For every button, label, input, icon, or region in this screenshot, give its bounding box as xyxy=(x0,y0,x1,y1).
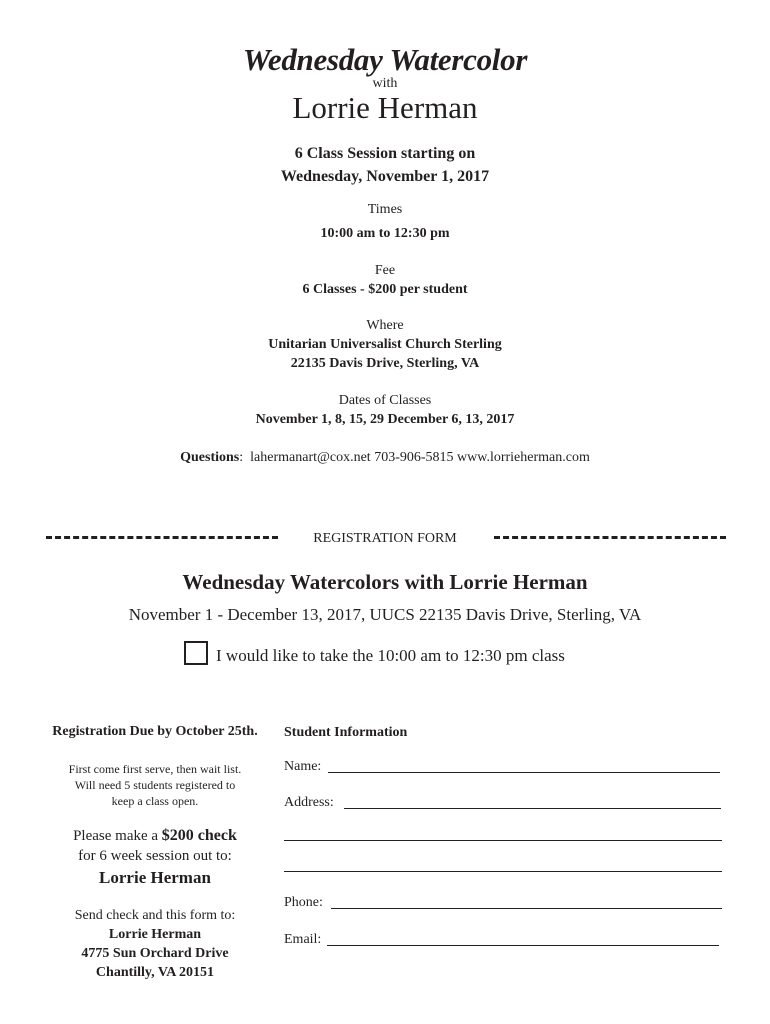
form-subtitle: November 1 - December 13, 2017, UUCS 22135 Davis Drive, Sterling, VA xyxy=(128,605,642,624)
divider-right xyxy=(494,536,726,539)
note-line-2: Will need 5 students registered to xyxy=(74,778,236,792)
fee-label: Fee xyxy=(374,263,396,278)
pay-amount: $200 check xyxy=(161,827,237,844)
address-field[interactable] xyxy=(344,808,721,809)
address-field-line-2[interactable] xyxy=(284,840,722,841)
flyer-title: Wednesday Watercolor xyxy=(242,42,528,77)
payment-note xyxy=(40,826,270,866)
note-line-1: First come first serve, then wait list. xyxy=(68,762,242,776)
questions-line: Questions: lahermanart@cox.net 703-906-5815 www.lorrieherman.com xyxy=(180,450,590,465)
send-name: Lorrie Herman xyxy=(108,927,202,942)
form-title: Wednesday Watercolors with Lorrie Herman xyxy=(182,570,588,594)
times-value: 10:00 am to 12:30 pm xyxy=(320,226,450,241)
pay-line-2: for 6 week session out to: xyxy=(78,848,232,864)
student-info-heading: Student Information xyxy=(284,725,408,740)
phone-label: Phone: xyxy=(284,895,323,910)
mailing-address xyxy=(40,906,270,982)
send-label: Send check and this form to: xyxy=(74,908,236,923)
email-field[interactable] xyxy=(327,945,719,946)
name-label: Name: xyxy=(284,759,322,774)
where-label: Where xyxy=(366,318,404,333)
email-label: Email: xyxy=(284,932,322,947)
class-checkbox-label: I would like to take the 10:00 am to 12:30 pm class xyxy=(216,646,565,665)
dates-value: November 1, 8, 15, 29 December 6, 13, 2017 xyxy=(255,412,515,427)
instructor-name: Lorrie Herman xyxy=(292,90,478,125)
registration-due: Registration Due by October 25th. xyxy=(52,724,258,739)
questions-label: Questions xyxy=(180,450,240,465)
phone-field[interactable] xyxy=(331,908,722,909)
send-city: Chantilly, VA 20151 xyxy=(95,965,215,980)
with-text: with xyxy=(372,76,398,91)
payee-name: Lorrie Herman xyxy=(99,868,211,887)
where-line-1: Unitarian Universalist Church Sterling xyxy=(268,337,502,352)
send-street: 4775 Sun Orchard Drive xyxy=(81,946,229,961)
session-info xyxy=(0,142,770,188)
pay-prefix: Please make a xyxy=(73,828,162,844)
session-line-1: 6 Class Session starting on xyxy=(294,145,476,162)
registration-form-label: REGISTRATION FORM xyxy=(313,531,457,546)
times-label: Times xyxy=(367,202,403,217)
class-checkbox[interactable] xyxy=(184,641,208,665)
note-line-3: keep a class open. xyxy=(111,794,199,808)
fee-value: 6 Classes - $200 per student xyxy=(302,282,468,297)
questions-value: lahermanart@cox.net 703-906-5815 www.lorrieherman.com xyxy=(250,450,590,465)
wait-list-note xyxy=(40,761,270,809)
address-field-line-3[interactable] xyxy=(284,871,722,872)
dates-label: Dates of Classes xyxy=(338,393,432,408)
name-field[interactable] xyxy=(328,772,720,773)
session-line-2: Wednesday, November 1, 2017 xyxy=(280,168,490,185)
where-line-2: 22135 Davis Drive, Sterling, VA xyxy=(290,356,480,371)
address-label: Address: xyxy=(284,795,334,810)
